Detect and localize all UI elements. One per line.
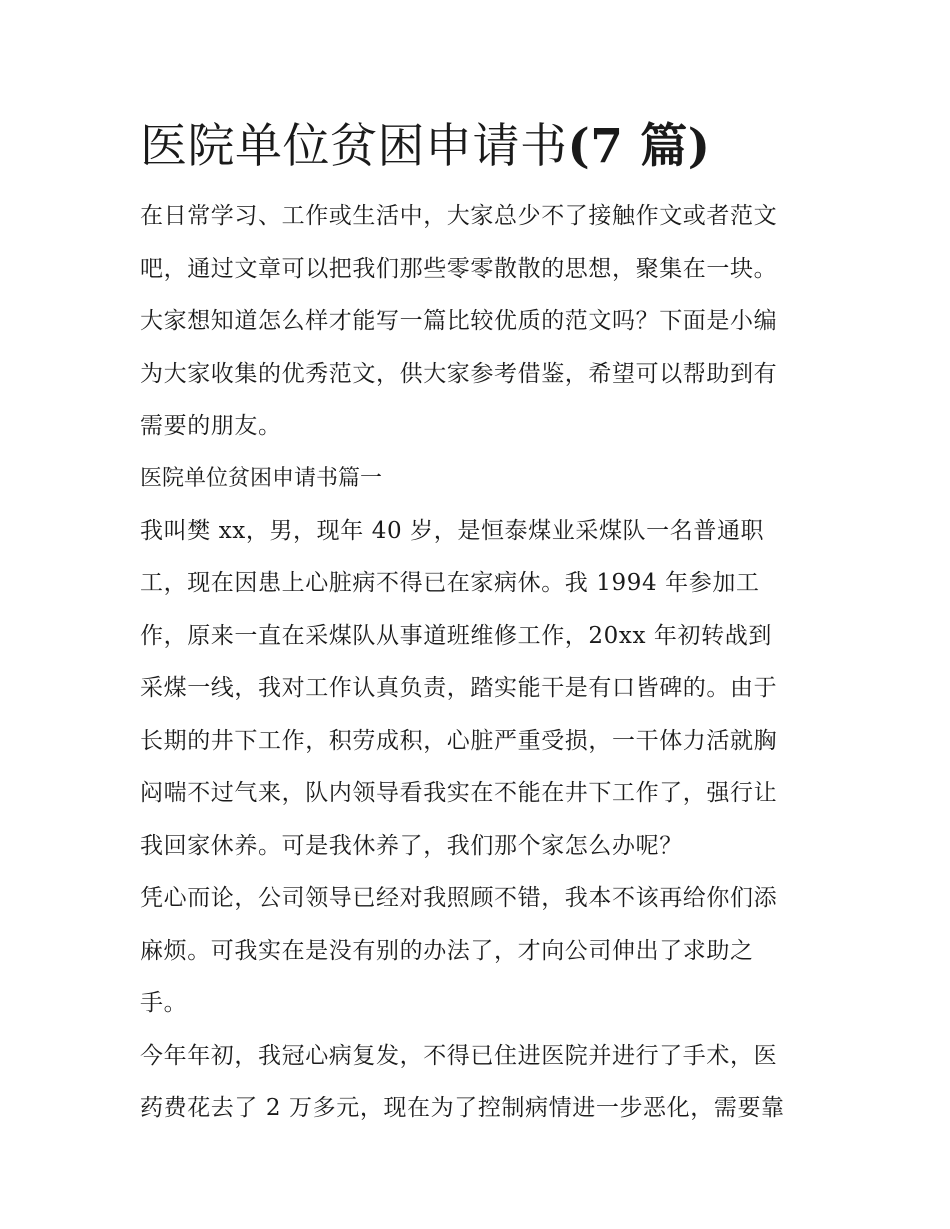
body-paragraph-2 xyxy=(140,872,820,1030)
intro-line: 吧，通过文章可以把我们那些零零散散的思想，聚集在一块。 xyxy=(140,255,778,282)
intro-line: 需要的朋友。 xyxy=(140,413,282,439)
body-line: 今年年初，我冠心病复发，不得已住进医院并进行了手术，医 xyxy=(140,1042,778,1069)
section-heading: 医院单位贫困申请书篇一 xyxy=(140,465,383,491)
body-line: 我叫樊 xx，男，现年 40 岁，是恒泰煤业采煤队一名普通职 xyxy=(140,517,765,544)
title-suffix: (7 篇) xyxy=(567,119,711,174)
body-paragraph-3 xyxy=(140,1030,820,1135)
body-line: 药费花去了 2 万多元，现在为了控制病情进一步恶化，需要靠 xyxy=(140,1095,785,1121)
intro-line: 为大家收集的优秀范文，供大家参考借鉴，希望可以帮助到有 xyxy=(140,360,778,387)
body-line: 手。 xyxy=(140,990,188,1016)
body-line: 采煤一线，我对工作认真负责，踏实能干是有口皆碑的。由于 xyxy=(140,675,778,701)
intro-paragraph xyxy=(140,190,820,453)
body-line: 麻烦。可我实在是没有别的办法了，才向公司伸出了求助之 xyxy=(140,937,754,964)
document-title xyxy=(140,112,820,182)
body-line: 我回家休养。可是我休养了，我们那个家怎么办呢？ xyxy=(140,832,683,859)
body-line: 凭心而论，公司领导已经对我照顾不错，我本不该再给你们添 xyxy=(140,885,778,911)
body-line: 作，原来一直在采煤队从事道班维修工作，20xx 年初转战到 xyxy=(140,622,772,649)
body-line: 闷喘不过气来，队内领导看我实在不能在井下工作了，强行让 xyxy=(140,780,778,806)
intro-line: 在日常学习、工作或生活中，大家总少不了接触作文或者范文 xyxy=(140,203,778,229)
body-paragraph-1 xyxy=(140,505,820,873)
document-page xyxy=(140,112,820,1135)
body-line: 工，现在因患上心脏病不得已在家病休。我 1994 年参加工 xyxy=(140,570,760,596)
body-line: 长期的井下工作，积劳成积，心脏严重受损，一干体力活就胸 xyxy=(140,727,778,754)
title-text: 医院单位贫困申请书 xyxy=(140,119,568,174)
intro-line: 大家想知道怎么样才能写一篇比较优质的范文吗？下面是小编 xyxy=(140,308,778,334)
